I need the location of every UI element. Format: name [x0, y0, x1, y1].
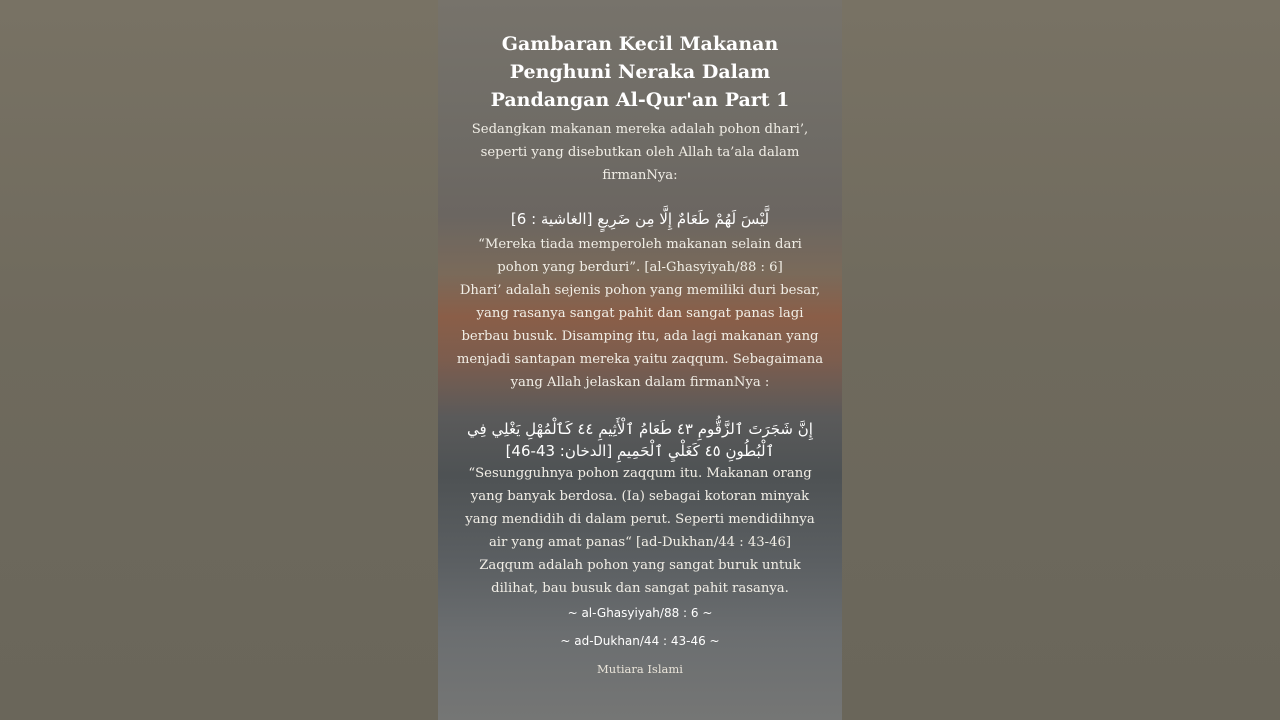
background-blur-left [0, 0, 438, 720]
reference-2: ~ ad-Dukhan/44 : 43-46 ~ [560, 634, 720, 648]
translation-2: “Sesungguhnya pohon zaqqum itu. Makanan orang yang banyak berdosa. (Ia) sebagai kotoran minyak yang mendidih di dalam perut. Seperti mendidihnya air yang amat panas“ [ad-Dukhan/44 : 43-46] [465, 466, 815, 550]
explanation-2: Zaqqum adalah pohon yang sangat buruk untuk dilihat, bau busuk dan sangat pahit rasanya. [479, 558, 801, 596]
arabic-verse-1: لَّيْسَ لَهُمْ طَعَامٌ إِلَّا مِن ضَرِيعٍ [الغاشية : 6] [510, 210, 770, 228]
explanation-1: Dhari’ adalah sejenis pohon yang memiliki duri besar, yang rasanya sangat pahit dan sangat panas lagi berbau busuk. Disamping itu, ada lagi makanan yang menjadi santapan mereka yaitu zaqqum. Sebagaimana yang Allah jelaskan dalam firmanNya : [456, 283, 824, 390]
reference-1: ~ al-Ghasyiyah/88 : 6 ~ [567, 606, 713, 620]
post-title: Gambaran Kecil Makanan Penghuni Neraka Dalam Pandangan Al-Qur'an Part 1 [490, 33, 790, 111]
intro-text: Sedangkan makanan mereka adalah pohon dhari’, seperti yang disebutkan oleh Allah ta’ala dalam firmanNya: [471, 122, 809, 183]
translation-1: “Mereka tiada memperoleh makanan selain dari pohon yang berduri”. [al-Ghasyiyah/88 : 6] [478, 237, 802, 275]
content-card [438, 0, 842, 720]
brand-signature: Mutiara Islami [597, 662, 683, 676]
background-blur-right [842, 0, 1280, 720]
arabic-verse-2: إِنَّ شَجَرَتَ ٱلزَّقُّومِ ٤٣ طَعَامُ ٱلْأَثِيمِ ٤٤ كَٱلْمُهْلِ يَغْلِي فِي ٱلْبُطُونِ ٤٥ كَغَلْيِ ٱلْحَمِيمِ [الدخان: 43-46] [467, 420, 813, 460]
